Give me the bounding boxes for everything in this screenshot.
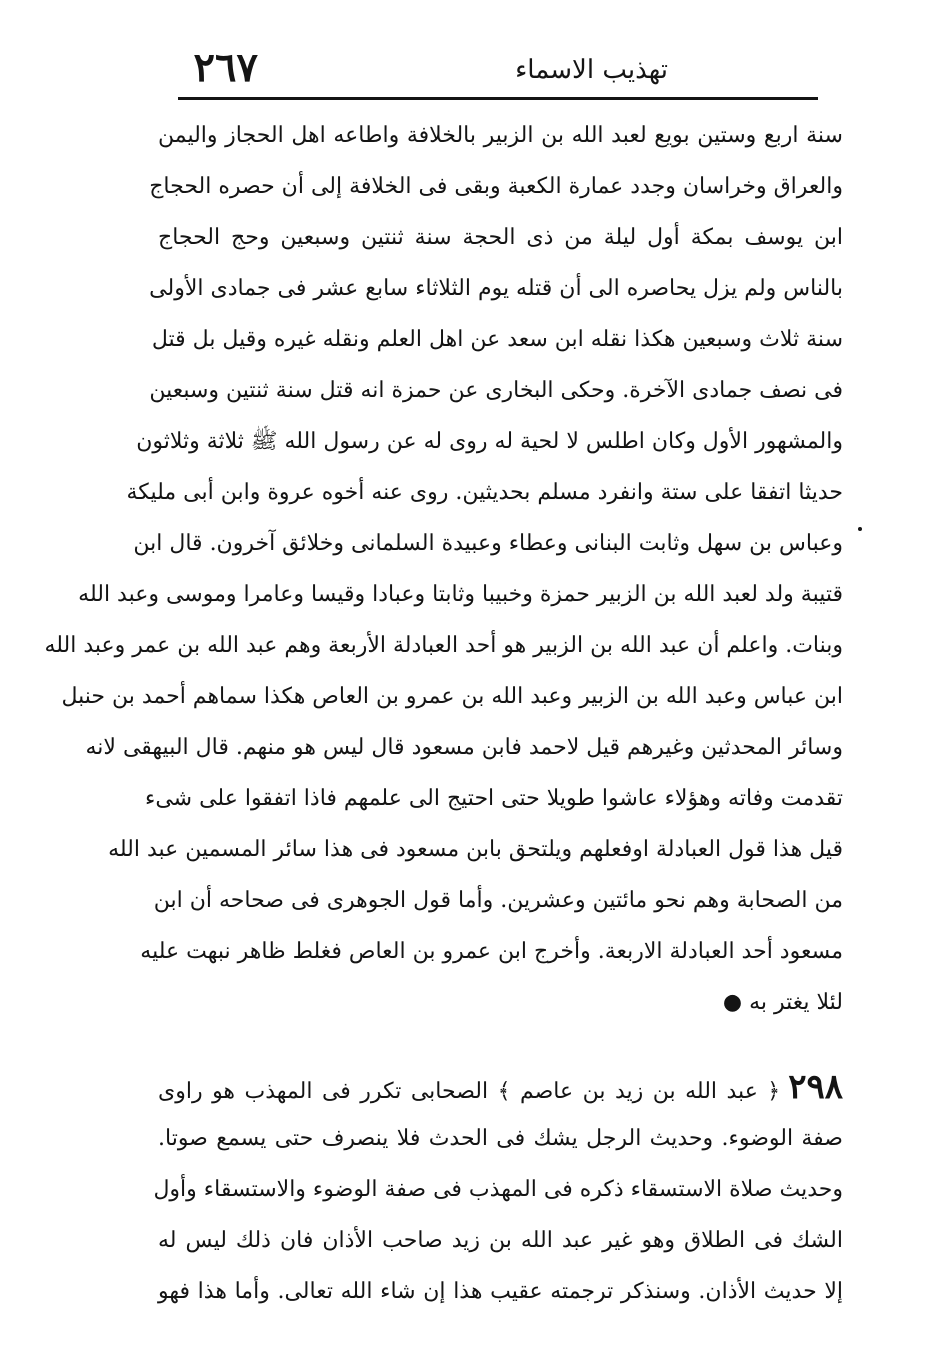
text-line: مسعود أحد العبادلة الاربعة. وأخرج ابن عمرو بن العاص فغلط ظاهر نبهت عليه — [140, 939, 843, 964]
text-line: وعباس بن سهل وثابت البنانى وعطاء وعبيدة السلمانى وخلائق آخرون. قال ابن — [133, 531, 843, 556]
text-line: صفة الوضوء. وحديث الرجل يشك فى الحدث فلا ينصرف حتى يسمع صوتا. — [158, 1126, 843, 1151]
text-line: وبنات. واعلم أن عبد الله بن الزبير هو أحد العبادلة الأربعة وهم عبد الله بن عمر وعبد الله — [44, 633, 843, 658]
text-line: سنة اربع وستين بويع لعبد الله بن الزبير بالخلافة واطاعه اهل الحجاز واليمن — [158, 123, 843, 148]
end-mark-icon: ● — [722, 990, 750, 1015]
text-line: سنة ثلاث وسبعين هكذا نقله ابن سعد عن اهل العلم ونقله غيره وقيل بل قتل — [151, 327, 843, 352]
entry-heading-line — [158, 1062, 843, 1113]
text-line: قتيبة ولد لعبد الله بن الزبير حمزة وخبيبا وثابتا وعبادا وقيسا وعامرا وموسى وعبد الله — [78, 582, 843, 607]
text-line: الشك فى الطلاق وهو غير عبد الله بن زيد صاحب الأذان فان ذلك ليس له — [158, 1228, 843, 1253]
text-line-end: لئلا يغتر به — [749, 990, 843, 1015]
text-line: والمشهور الأول وكان اطلس لا لحية له روى له عن رسول الله ﷺ ثلاثة وثلاثون — [136, 429, 843, 454]
page-number: ٢٦٧ — [193, 44, 258, 91]
text-line — [158, 977, 843, 1028]
text-line: فى نصف جمادى الآخرة. وحكى البخارى عن حمزة انه قتل سنة ثنتين وسبعين — [149, 378, 843, 403]
header-rule — [178, 97, 818, 100]
text-line: حديثا اتفقا على ستة وانفرد مسلم بحديثين. روى عنه أخوه عروة وابن أبى مليكة — [126, 480, 843, 505]
text-line: وسائر المحدثين وغيرهم قيل لاحمد فابن مسعود قال ليس هو منهم. قال البيهقى لانه — [85, 735, 843, 760]
text-line: والعراق وخراسان وجدد عمارة الكعبة وبقى فى الخلافة إلى أن حصره الحجاج — [149, 174, 843, 199]
text-line: إلا حديث الأذان. وسنذكر ترجمته عقيب هذا إن شاء الله تعالى. وأما هذا فهو — [158, 1279, 843, 1304]
text-line: ابن يوسف بمكة أول ليلة من ذى الحجة سنة ثنتين وسبعين وحج الحجاج — [158, 225, 843, 250]
text-line: قيل هذا قول العبادلة اوفعلهم ويلتحق بابن مسعود فى هذا سائر المسمين عبد الله — [108, 837, 843, 862]
running-title: تهذيب الاسماء — [515, 55, 668, 85]
text-line: من الصحابة وهم نحو مائتين وعشرين. وأما قول الجوهرى فى صحاحه أن ابن — [153, 888, 843, 913]
text-line: وحديث صلاة الاستسقاء ذكره فى المهذب فى صفة الوضوء والاستسقاء وأول — [153, 1177, 843, 1202]
text-line: بالناس ولم يزل يحاصره الى أن قتله يوم الثلاثاء سابع عشر فى جمادى الأولى — [149, 276, 843, 301]
entry-gap — [158, 1028, 843, 1062]
page-header — [178, 40, 818, 98]
body-text — [44, 110, 843, 1317]
margin-dot — [858, 527, 862, 531]
entry-heading-text: ﴿ عبد الله بن زيد بن عاصم ﴾ الصحابى تكرر فى المهذب هو راوى — [158, 1079, 781, 1104]
entry-number: ٢٩٨ — [788, 1067, 843, 1107]
text-line: تقدمت وفاته وهؤلاء عاشوا طويلا حتى احتيج الى علمهم فاذا اتفقوا على شىء — [144, 786, 843, 811]
text-line: ابن عباس وعبد الله بن الزبير وعبد الله بن عمرو بن العاص هكذا سماهم أحمد بن حنبل — [61, 684, 843, 709]
